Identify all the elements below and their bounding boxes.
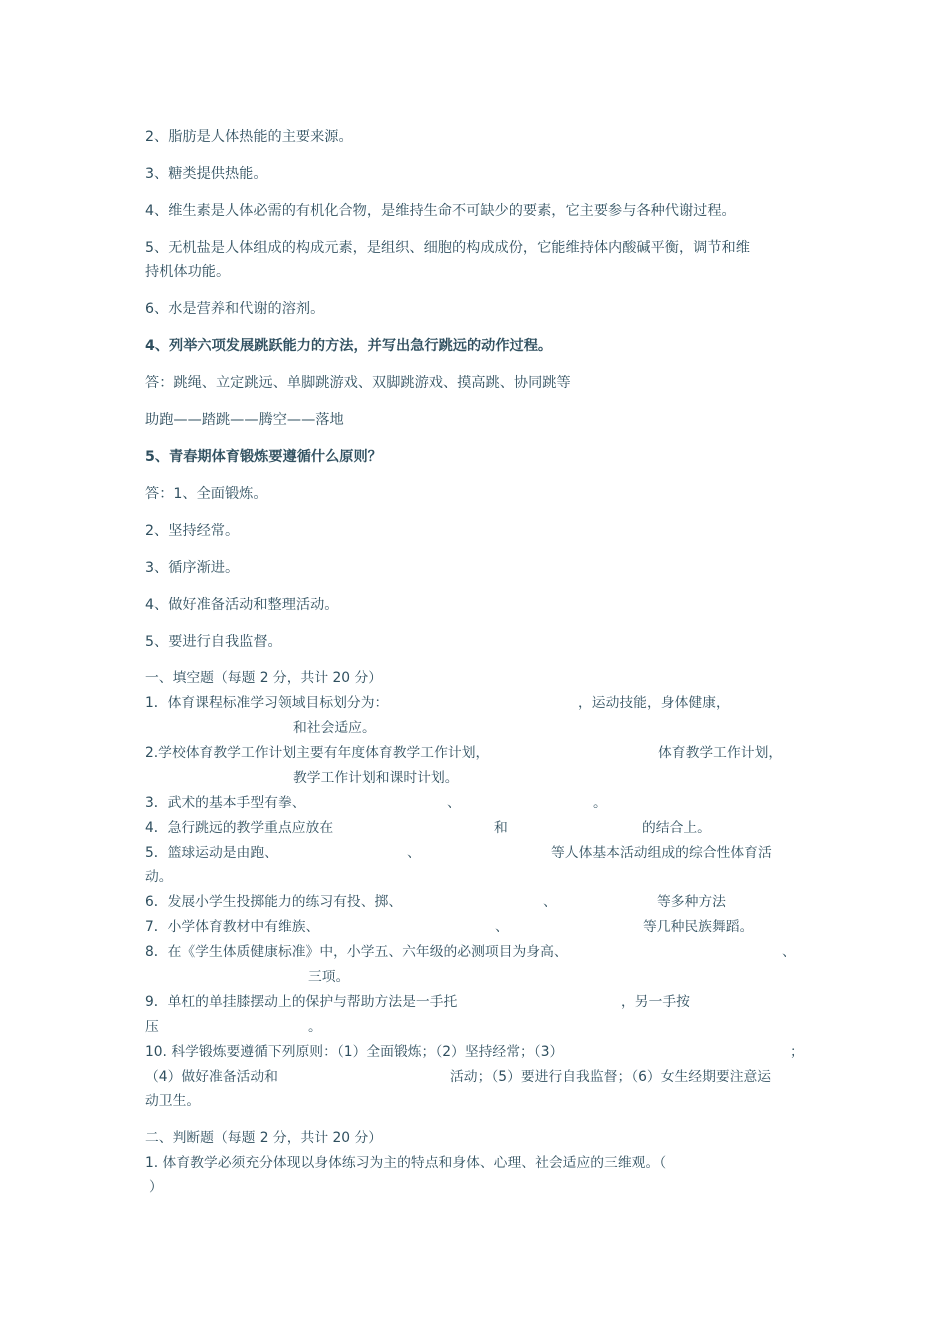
text-line: 3、糖类提供热能。 [145,166,268,182]
text-line: 6．发展小学生投掷能力的练习有投、掷、 [145,894,403,910]
text-line: 4、做好准备活动和整理活动。 [145,597,339,613]
text-line: ； [790,1044,804,1060]
text-line: 助跑——踏跳——腾空——落地 [145,412,344,428]
text-line: 持机体功能。 [145,264,231,280]
text-line: 5、要进行自我监督。 [145,634,282,650]
text-line: ，运动技能，身体健康， [578,695,730,711]
text-line: 三项。 [308,969,350,985]
text-line: 9．单杠的单挂膝摆动上的保护与帮助方法是一手托 [145,994,458,1010]
text-line: 5．篮球运动是由跑、 [145,845,278,861]
text-line: 和 [494,820,508,836]
text-line: 2、脂肪是人体热能的主要来源。 [145,129,353,145]
text-line: 3．武术的基本手型有拳、 [145,795,306,811]
text-line: 1. 体育教学必须充分体现以身体练习为主的特点和身体、心理、社会适应的三维观。（ [145,1155,667,1171]
text-line: 。 [308,1019,322,1035]
text-line: 1．体育课程标准学习领域目标划分为： [145,695,389,711]
text-line: 8．在《学生体质健康标准》中，小学五、六年级的必测项目为身高、 [145,944,568,960]
text-line: 4、维生素是人体必需的有机化合物，是维持生命不可缺少的要素，它主要参与各种代谢过程。 [145,203,736,219]
text-line: 、 [782,944,796,960]
text-line: 4．急行跳远的教学重点应放在 [145,820,334,836]
text-line: 、 [407,845,421,861]
text-line: 5、无机盐是人体组成的构成元素，是组织、细胞的构成成份，它能维持体内酸碱平衡，调节和维 [145,240,750,256]
text-line: 和社会适应。 [293,720,376,736]
text-line: 答：跳绳、立定跳远、单脚跳游戏、双脚跳游戏、摸高跳、协同跳等 [145,375,571,391]
section-heading: 二、判断题（每题 2 分，共计 20 分） [145,1130,383,1146]
text-line: 答：1、全面锻炼。 [145,486,268,502]
question-heading: 4、列举六项发展跳跃能力的方法，并写出急行跳远的动作过程。 [145,338,553,354]
text-line: 、 [543,894,557,910]
text-line: 等人体基本活动组成的综合性体育活 [551,845,772,861]
text-line: 体育教学工作计划， [658,745,783,761]
question-heading: 5、青春期体育锻炼要遵循什么原则？ [145,449,382,465]
text-line: 、 [447,795,461,811]
text-line: 动卫生。 [145,1093,201,1109]
text-line: 等几种民族舞蹈。 [643,919,754,935]
text-line: 。 [593,795,607,811]
text-line: 的结合上。 [642,820,711,836]
text-line: 等多种方法 [657,894,726,910]
text-line: ，另一手按 [621,994,690,1010]
text-line: 动。 [145,869,173,885]
text-line: ） [149,1179,163,1195]
text-line: 压 [145,1019,159,1035]
text-line: 2.学校体育教学工作计划主要有年度体育教学工作计划， [145,745,490,761]
text-line: 教学工作计划和课时计划。 [293,770,459,786]
section-heading: 一、填空题（每题 2 分，共计 20 分） [145,670,383,686]
text-line: 活动；（5）要进行自我监督；（6）女生经期要注意运 [450,1069,772,1085]
text-line: 、 [495,919,509,935]
text-line: 3、循序渐进。 [145,560,240,576]
text-line: 10. 科学锻炼要遵循下列原则：（1）全面锻炼；（2）坚持经常；（3） [145,1044,564,1060]
text-line: 6、水是营养和代谢的溶剂。 [145,301,325,317]
text-line: 2、坚持经常。 [145,523,240,539]
text-line: （4）做好准备活动和 [145,1069,278,1085]
text-line: 7．小学体育教材中有维族、 [145,919,320,935]
